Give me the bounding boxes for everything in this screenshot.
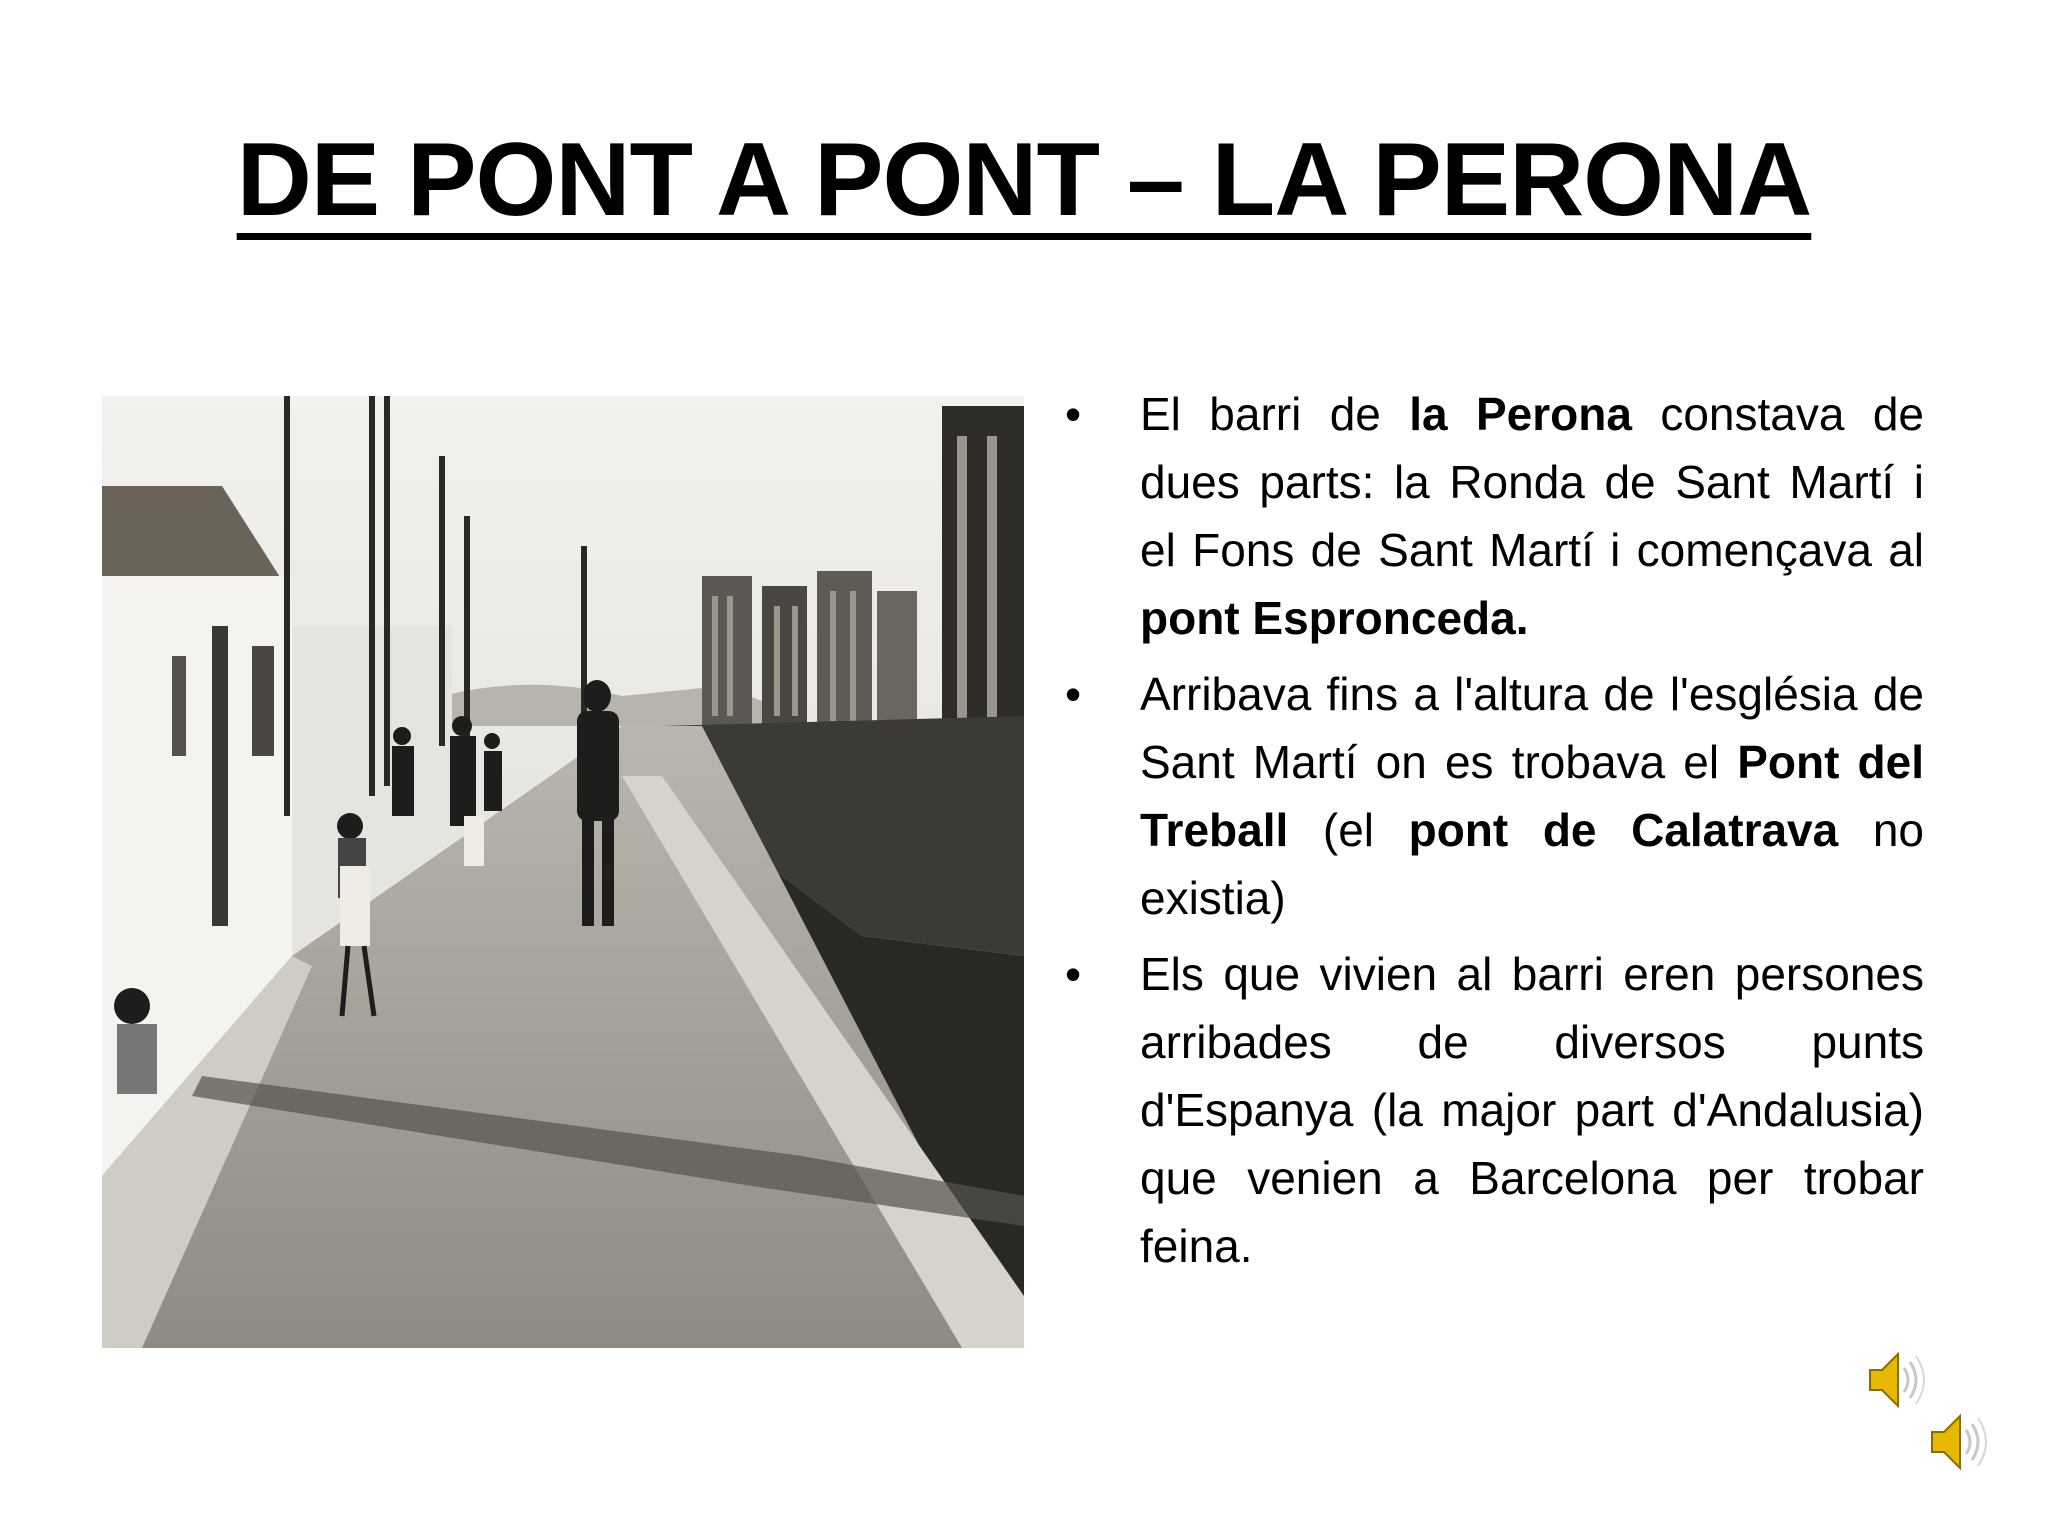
bullet-item: • El barri de la Perona constava de dues parts: la Ronda de Sant Martí i el Fons de Sant Martí i començava al pont Espronceda. xyxy=(1058,380,1924,652)
speaker-icon[interactable] xyxy=(1862,1346,1928,1419)
speaker-icon[interactable] xyxy=(1924,1408,1990,1481)
bullet-marker: • xyxy=(1064,668,1082,720)
bullet-marker: • xyxy=(1064,388,1082,440)
bullet-item: • Els que vivien al barri eren persones arribades de diversos punts d'Espanya (la major part d'Andalusia) que venien a Barcelona per trobar feina. xyxy=(1058,940,1924,1280)
street-photo xyxy=(102,396,1024,1348)
slide-title: DE PONT A PONT – LA PERONA xyxy=(236,122,1812,238)
bullet-list xyxy=(1058,380,1924,1288)
bullet-item: • Arribava fins a l'altura de l'església de Sant Martí on es trobava el Pont del Treball (el pont de Calatrava no existia) xyxy=(1058,660,1924,932)
bullet-marker: • xyxy=(1064,948,1082,1000)
